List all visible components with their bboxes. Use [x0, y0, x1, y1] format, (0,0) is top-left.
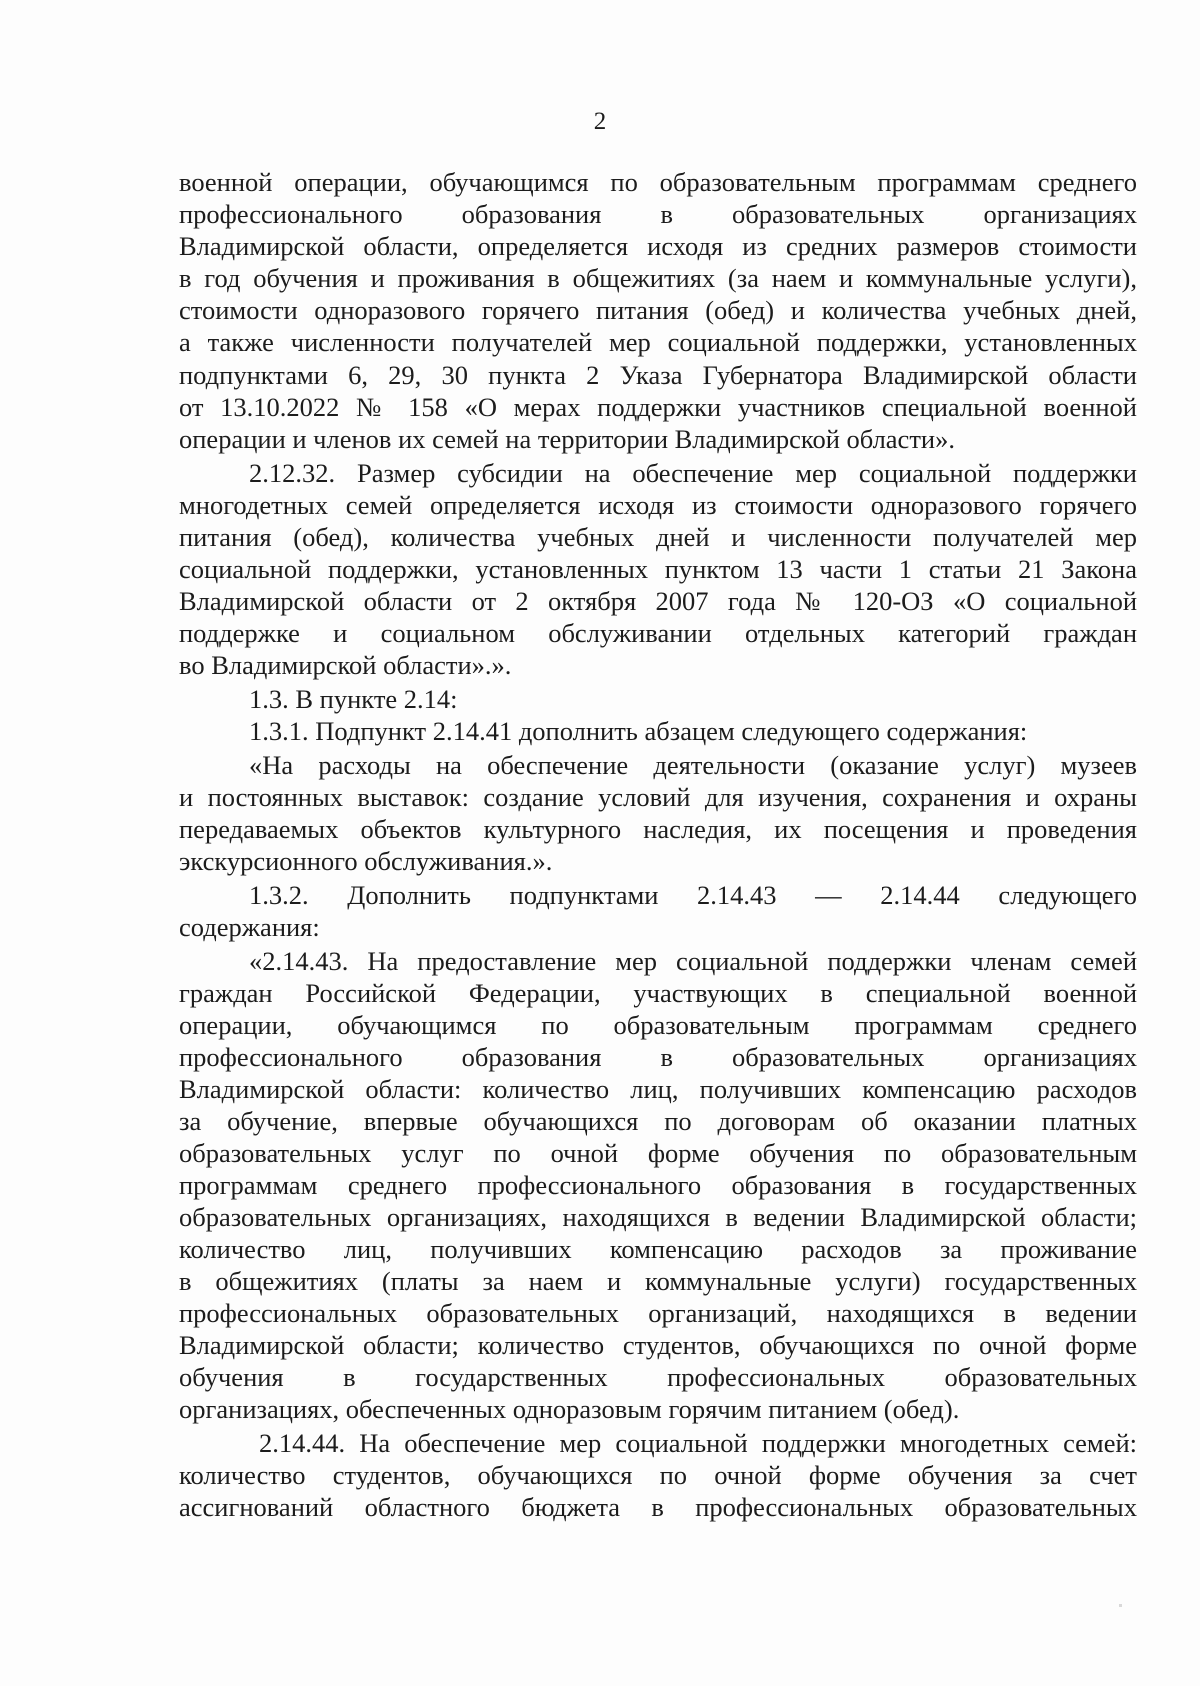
text-line: операции и членов их семей на территории Владимирской области». — [179, 424, 955, 454]
text-line: военной операции, обучающимся по образовательным программам среднего — [179, 167, 1137, 197]
text-line: Владимирской области от 2 октября 2007 года № 120-ОЗ «О социальной — [179, 586, 1137, 616]
text-line: передаваемых объектов культурного наследия, их посещения и проведения — [179, 814, 1137, 844]
text-line: питания (обед), количества учебных дней и численности получателей мер — [179, 522, 1137, 552]
text-line: профессионального образования в образовательных организациях — [179, 1042, 1137, 1072]
text-line: от 13.10.2022 № 158 «О мерах поддержки участников специальной военной — [179, 392, 1137, 422]
text-line: 2.12.32. Размер субсидии на обеспечение мер социальной поддержки — [249, 458, 1137, 488]
text-line: «2.14.43. На предоставление мер социальной поддержки членам семей — [249, 946, 1137, 976]
text-line: Владимирской области; количество студентов, обучающихся по очной форме — [179, 1330, 1137, 1360]
text-line: образовательных организациях, находящихся в ведении Владимирской области; — [179, 1202, 1137, 1232]
text-line: подпунктами 6, 29, 30 пункта 2 Указа Губернатора Владимирской области — [179, 360, 1137, 390]
text-line: поддержке и социальном обслуживании отдельных категорий граждан — [179, 618, 1137, 648]
text-line: Владимирской области, определяется исходя из средних размеров стоимости — [179, 231, 1137, 261]
text-line: профессиональных образовательных организаций, находящихся в ведении — [179, 1298, 1137, 1328]
text-line: 1.3.1. Подпункт 2.14.41 дополнить абзацем следующего содержания: — [249, 716, 1028, 746]
text-line: содержания: — [179, 912, 320, 942]
text-line: программам среднего профессионального образования в государственных — [179, 1170, 1137, 1200]
text-line: операции, обучающимся по образовательным программам среднего — [179, 1010, 1137, 1040]
text-line: профессионального образования в образовательных организациях — [179, 199, 1137, 229]
text-line: образовательных услуг по очной форме обучения по образовательным — [179, 1138, 1137, 1168]
text-line: а также численности получателей мер социальной поддержки, установленных — [179, 327, 1137, 357]
text-line: обучения в государственных профессиональных образовательных — [179, 1362, 1137, 1392]
text-line: стоимости одноразового горячего питания (обед) и количества учебных дней, — [179, 295, 1137, 325]
text-line: количество студентов, обучающихся по очной форме обучения за счет — [179, 1460, 1137, 1490]
text-line: 2.14.44. На обеспечение мер социальной поддержки многодетных семей: — [259, 1428, 1137, 1458]
text-line: в год обучения и проживания в общежитиях (за наем и коммунальные услуги), — [179, 263, 1137, 293]
text-line: многодетных семей определяется исходя из стоимости одноразового горячего — [179, 490, 1137, 520]
text-line: во Владимирской области».». — [179, 650, 512, 680]
text-line: в общежитиях (платы за наем и коммунальные услуги) государственных — [179, 1266, 1137, 1296]
text-line: Владимирской области: количество лиц, получивших компенсацию расходов — [179, 1074, 1137, 1104]
text-line: за обучение, впервые обучающихся по договорам об оказании платных — [179, 1106, 1137, 1136]
text-line: экскурсионного обслуживания.». — [179, 846, 553, 876]
text-line: и постоянных выставок: создание условий для изучения, сохранения и охраны — [179, 782, 1137, 812]
page-number: 2 — [593, 108, 607, 135]
text-line: 1.3. В пункте 2.14: — [249, 684, 458, 714]
text-line: «На расходы на обеспечение деятельности (оказание услуг) музеев — [249, 750, 1137, 780]
text-line: организациях, обеспеченных одноразовым горячим питанием (обед). — [179, 1394, 960, 1424]
text-line: ассигнований областного бюджета в профессиональных образовательных — [179, 1492, 1137, 1522]
text-line: 1.3.2. Дополнить подпунктами 2.14.43 — 2.14.44 следующего — [249, 880, 1137, 910]
text-line: социальной поддержки, установленных пунктом 13 части 1 статьи 21 Закона — [179, 554, 1137, 584]
scan-mark — [1119, 1604, 1122, 1607]
text-line: граждан Российской Федерации, участвующих в специальной военной — [179, 978, 1137, 1008]
text-line: количество лиц, получивших компенсацию расходов за проживание — [179, 1234, 1137, 1264]
